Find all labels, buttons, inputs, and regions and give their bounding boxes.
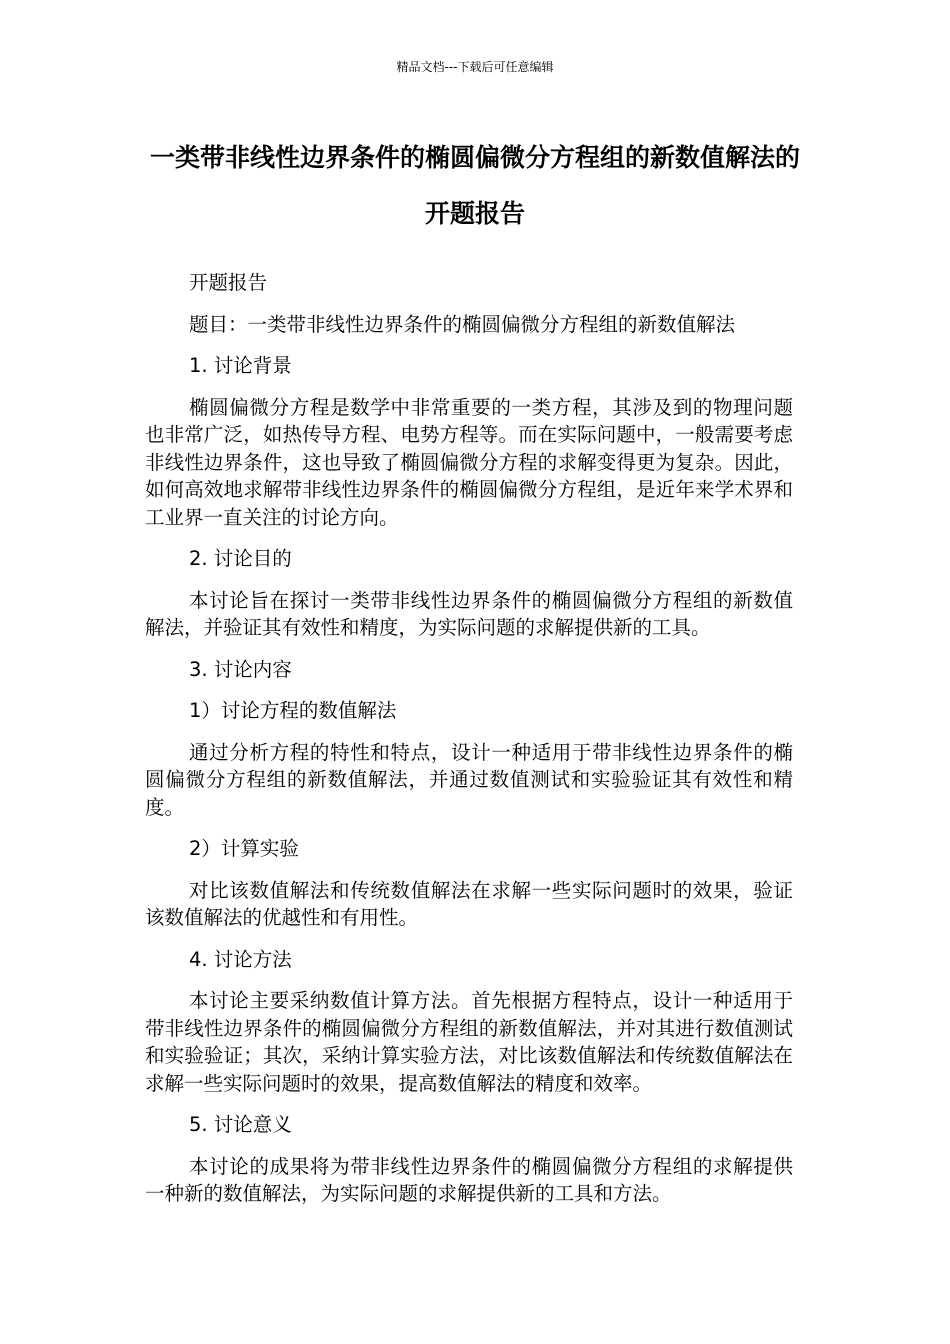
document-title: 一类带非线性边界条件的椭圆偏微分方程组的新数值解法的开题报告 xyxy=(149,143,800,228)
section-label: 开题报告 xyxy=(189,271,268,294)
page-header-note: 精品文档---下载后可任意编辑 xyxy=(396,60,554,74)
subsection-heading-experiment: 2）计算实验 xyxy=(189,837,299,860)
section-heading-significance: 5. 讨论意义 xyxy=(189,1113,292,1136)
section-heading-content: 3. 讨论内容 xyxy=(189,657,292,681)
section-heading-purpose: 2. 讨论目的 xyxy=(189,547,292,570)
section-heading-method: 4. 讨论方法 xyxy=(189,947,292,971)
subsection-heading-numerical-method: 1）讨论方程的数值解法 xyxy=(189,699,397,722)
experiment-paragraph: 对比该数值解法和传统数值解法在求解一些实际问题时的效果，验证该数值解法的优越性和有用性。 xyxy=(145,878,793,929)
topic-line: 题目：一类带非线性边界条件的椭圆偏微分方程组的新数值解法 xyxy=(189,312,736,336)
numerical-method-paragraph: 通过分析方程的特性和特点，设计一种适用于带非线性边界条件的椭圆偏微分方程组的新数值解法，并通过数值测试和实验验证其有效性和精度。 xyxy=(145,740,793,819)
section-heading-background: 1. 讨论背景 xyxy=(189,354,292,377)
background-paragraph: 椭圆偏微分方程是数学中非常重要的一类方程，其涉及到的物理问题也非常广泛，如热传导方程、电势方程等。而在实际问题中，一般需要考虑非线性边界条件，这也导致了椭圆偏微分方程的求解变得更为复杂。因此，如何高效地求解带非线性边界条件的椭圆偏微分方程组，是近年来学术界和工业界一直关注的讨论方向。 xyxy=(145,395,793,529)
method-paragraph: 本讨论主要采纳数值计算方法。首先根据方程特点，设计一种适用于带非线性边界条件的椭圆偏微分方程组的新数值解法，并对其进行数值测试和实验验证；其次，采纳计算实验方法，对比该数值解法和传统数值解法在求解一些实际问题时的效果，提高数值解法的精度和效率。 xyxy=(145,989,793,1095)
significance-paragraph: 本讨论的成果将为带非线性边界条件的椭圆偏微分方程组的求解提供一种新的数值解法，为实际问题的求解提供新的工具和方法。 xyxy=(145,1154,793,1205)
purpose-paragraph: 本讨论旨在探讨一类带非线性边界条件的椭圆偏微分方程组的新数值解法，并验证其有效性和精度，为实际问题的求解提供新的工具。 xyxy=(145,588,793,639)
document-body xyxy=(145,269,793,1222)
